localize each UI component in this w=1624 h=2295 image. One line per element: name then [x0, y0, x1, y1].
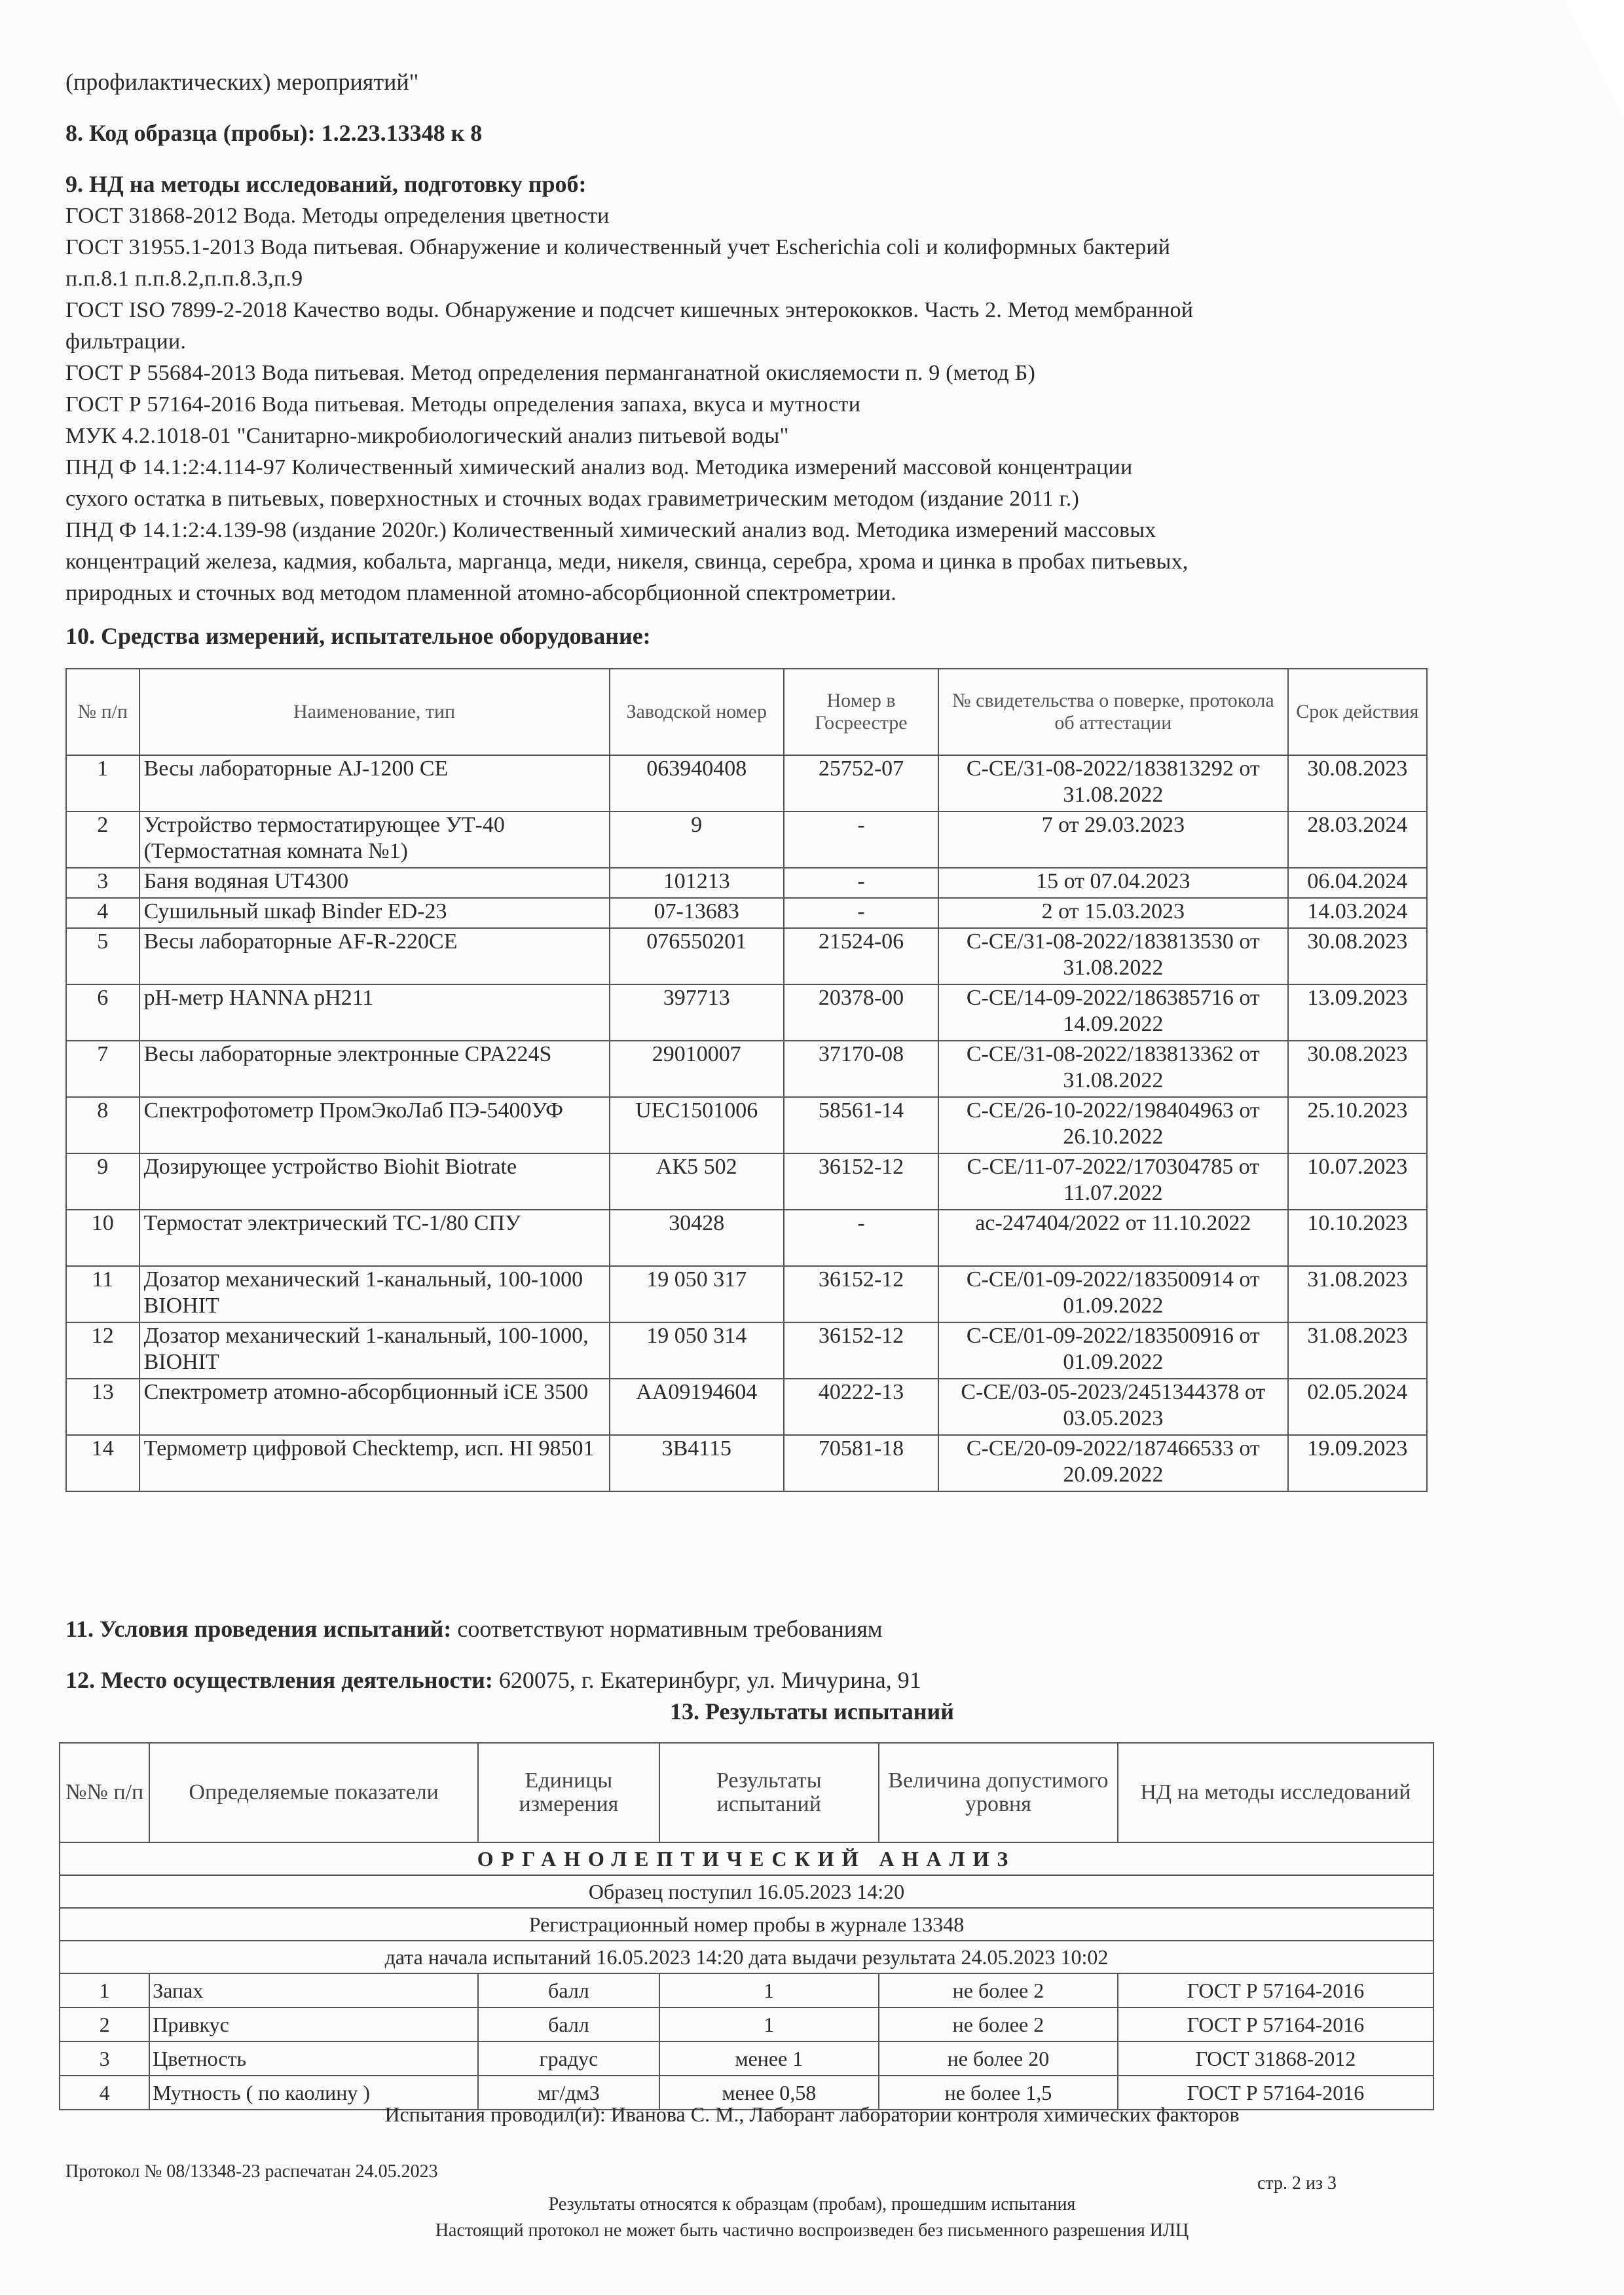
equipment-name: Дозатор механический 1-канальный, 100-1000 BIOHIT: [139, 1266, 610, 1322]
result-value: 1: [659, 2007, 879, 2042]
location-line: [65, 1664, 921, 1696]
row-number: 4: [66, 898, 139, 928]
conditions-value: соответствуют нормативным требованиям: [457, 1616, 883, 1642]
validity-date: 02.05.2024: [1288, 1379, 1427, 1435]
nd-line: ГОСТ Р 57164-2016 Вода питьевая. Методы определения запаха, вкуса и мутности: [65, 392, 861, 417]
equipment-name: Термометр цифровой Checktemp, исп. HI 98501: [139, 1435, 610, 1491]
header-line: (профилактических) мероприятий": [65, 69, 419, 95]
equipment-row: [66, 1379, 1427, 1435]
row-number: 1: [60, 1973, 149, 2007]
res-header-result: Результаты испытаний: [659, 1743, 879, 1842]
certificate: 7 от 29.03.2023: [938, 812, 1288, 868]
footer-note-1: Результаты относятся к образцам (пробам), прошедшим испытания: [548, 2194, 1076, 2214]
result-value: менее 1: [659, 2042, 879, 2076]
registry-number: 36152-12: [784, 1322, 938, 1379]
certificate: С-СЕ/31-08-2022/183813530 от 31.08.2022: [938, 928, 1288, 984]
equipment-row: [66, 1097, 1427, 1153]
res-header-number: №№ п/п: [60, 1743, 149, 1842]
results-header-row: [60, 1743, 1433, 1842]
equipment-row: [66, 984, 1427, 1041]
registry-number: -: [784, 868, 938, 898]
col-header-validity: Срок действия: [1288, 669, 1427, 755]
sample-code-label: 8. Код образца (пробы):: [65, 120, 316, 146]
registry-number: 58561-14: [784, 1097, 938, 1153]
performed-by: Испытания проводил(и): Иванова С. М., Лаборант лаборатории контроля химических факторов: [384, 2102, 1240, 2126]
row-number: 10: [66, 1210, 139, 1266]
nd-line: фильтрации.: [65, 329, 187, 354]
row-number: 5: [66, 928, 139, 984]
equipment-name: Весы лабораторные AJ-1200 CE: [139, 755, 610, 812]
equipment-row: [66, 868, 1427, 898]
row-number: 11: [66, 1266, 139, 1322]
results-row: [60, 2007, 1433, 2042]
certificate: С-СЕ/03-05-2023/2451344378 от 03.05.2023: [938, 1379, 1288, 1435]
method-nd: ГОСТ 31868-2012: [1118, 2042, 1433, 2076]
nd-line: ГОСТ 31955.1-2013 Вода питьевая. Обнаружение и количественный учет Escherichia coli и колиформных бактерий: [65, 235, 1171, 259]
row-number: 9: [66, 1153, 139, 1210]
serial-number: 9: [610, 812, 784, 868]
indicator-name: Мутность ( по каолину ): [149, 2076, 478, 2110]
sample-code-value: 1.2.23.13348 к 8: [321, 120, 483, 146]
serial-number: 3В4115: [610, 1435, 784, 1491]
equipment-name: Дозатор механический 1-канальный, 100-1000, BIOHIT: [139, 1322, 610, 1379]
registry-number: 21524-06: [784, 928, 938, 984]
equipment-header-row: [66, 669, 1427, 755]
nd-line: ПНД Ф 14.1:2:4.139-98 (издание 2020г.) Количественный химический анализ вод. Методика измерений массовых: [65, 518, 1156, 542]
row-number: 1: [66, 755, 139, 812]
validity-date: 19.09.2023: [1288, 1435, 1427, 1491]
allowed-level: не более 2: [879, 1973, 1118, 2007]
nd-line: природных и сточных вод методом пламенной атомно-абсорбционной спектрометрии.: [65, 581, 897, 605]
nd-line: ГОСТ 31868-2012 Вода. Методы определения цветности: [65, 204, 610, 228]
serial-number: 063940408: [610, 755, 784, 812]
serial-number: 30428: [610, 1210, 784, 1266]
row-number: 8: [66, 1097, 139, 1153]
method-nd: ГОСТ Р 57164-2016: [1118, 1973, 1433, 2007]
nd-line: ПНД Ф 14.1:2:4.114-97 Количественный химический анализ вод. Методика измерений массовой концентрации: [65, 455, 1133, 479]
equipment-name: pH-метр HANNA pH211: [139, 984, 610, 1041]
nd-methods-title: 9. НД на методы исследований, подготовку проб:: [65, 171, 587, 197]
validity-date: 06.04.2024: [1288, 868, 1427, 898]
sample-code: [65, 117, 1454, 149]
registry-number: 40222-13: [784, 1379, 938, 1435]
serial-number: 101213: [610, 868, 784, 898]
nd-line: ГОСТ Р 55684-2013 Вода питьевая. Метод определения перманганатной окисляемости п. 9 (метод Б): [65, 361, 1035, 385]
unit: балл: [478, 1973, 659, 2007]
unit: балл: [478, 2007, 659, 2042]
certificate: С-СЕ/11-07-2022/170304785 от 11.07.2022: [938, 1153, 1288, 1210]
nd-methods-list: [65, 200, 1454, 609]
col-header-registry: Номер в Госреестре: [784, 669, 938, 755]
nd-line: сухого остатка в питьевых, поверхностных и сточных водах гравиметрическим методом (издание 2011 г.): [65, 487, 1080, 511]
allowed-level: не более 1,5: [879, 2076, 1118, 2110]
validity-date: 13.09.2023: [1288, 984, 1427, 1041]
nd-line: концентраций железа, кадмия, кобальта, марганца, меди, никеля, свинца, серебра, хрома и цинка в пробах питьевых,: [65, 550, 1189, 574]
results-row: [60, 2042, 1433, 2076]
nd-line: МУК 4.2.1018-01 "Санитарно-микробиологический анализ питьевой воды": [65, 424, 789, 448]
nd-line: п.п.8.1 п.п.8.2,п.п.8.3,п.9: [65, 267, 303, 291]
serial-number: АА09194604: [610, 1379, 784, 1435]
footer-note-2: Настоящий протокол не может быть частично воспроизведен без письменного разрешения ИЛЦ: [435, 2220, 1189, 2241]
serial-number: 29010007: [610, 1041, 784, 1097]
col-header-certificate: № свидетельства о поверке, протокола об аттестации: [938, 669, 1288, 755]
document-body: [65, 65, 1454, 652]
res-header-method: НД на методы исследований: [1118, 1743, 1433, 1842]
certificate: С-СЕ/01-09-2022/183500914 от 01.09.2022: [938, 1266, 1288, 1322]
registration-number: Регистрационный номер пробы в журнале 13348: [60, 1908, 1433, 1941]
unit: мг/дм3: [478, 2076, 659, 2110]
results-row: [60, 1973, 1433, 2007]
equipment-name: Весы лабораторные AF-R-220CE: [139, 928, 610, 984]
serial-number: 076550201: [610, 928, 784, 984]
equipment-name: Спектрометр атомно-абсорбционный iCE 3500: [139, 1379, 610, 1435]
col-header-name: Наименование, тип: [139, 669, 610, 755]
section-title: ОРГАНОЛЕПТИЧЕСКИЙ АНАЛИЗ: [60, 1842, 1433, 1875]
registry-number: 36152-12: [784, 1266, 938, 1322]
validity-date: 30.08.2023: [1288, 928, 1427, 984]
equipment-row: [66, 1210, 1427, 1266]
sample-received: Образец поступил 16.05.2023 14:20: [60, 1875, 1433, 1908]
indicator-name: Цветность: [149, 2042, 478, 2076]
registry-number: 20378-00: [784, 984, 938, 1041]
registry-number: 70581-18: [784, 1435, 938, 1491]
row-number: 3: [60, 2042, 149, 2076]
certificate: С-СЕ/01-09-2022/183500916 от 01.09.2022: [938, 1322, 1288, 1379]
certificate: ас-247404/2022 от 11.10.2022: [938, 1210, 1288, 1266]
row-number: 4: [60, 2076, 149, 2110]
equipment-name: Весы лабораторные электронные CPA224S: [139, 1041, 610, 1097]
registry-number: 36152-12: [784, 1153, 938, 1210]
equipment-name: Сушильный шкаф Binder ED-23: [139, 898, 610, 928]
certificate: С-СЕ/31-08-2022/183813292 от 31.08.2022: [938, 755, 1288, 812]
certificate: С-СЕ/14-09-2022/186385716 от 14.09.2022: [938, 984, 1288, 1041]
row-number: 12: [66, 1322, 139, 1379]
results-table: [59, 1742, 1434, 2110]
serial-number: 19 050 317: [610, 1266, 784, 1322]
equipment-row: [66, 1153, 1427, 1210]
indicator-name: Запах: [149, 1973, 478, 2007]
unit: градус: [478, 2042, 659, 2076]
page-number: стр. 2 из 3: [1257, 2173, 1337, 2193]
equipment-row: [66, 1041, 1427, 1097]
validity-date: 14.03.2024: [1288, 898, 1427, 928]
serial-number: АК5 502: [610, 1153, 784, 1210]
results-title: 13. Результаты испытаний: [669, 1698, 955, 1725]
equipment-name: Баня водяная UT4300: [139, 868, 610, 898]
validity-date: 25.10.2023: [1288, 1097, 1427, 1153]
equipment-row: [66, 928, 1427, 984]
validity-date: 10.07.2023: [1288, 1153, 1427, 1210]
equipment-title: 10. Средства измерений, испытательное оборудование:: [65, 623, 651, 649]
conditions-line: [65, 1613, 883, 1645]
registry-number: 37170-08: [784, 1041, 938, 1097]
col-header-serial: Заводской номер: [610, 669, 784, 755]
res-header-limit: Величина допустимого уровня: [879, 1743, 1118, 1842]
conditions-label: 11. Условия проведения испытаний:: [65, 1616, 452, 1642]
equipment-table-body: [66, 755, 1427, 1491]
method-nd: ГОСТ Р 57164-2016: [1118, 2076, 1433, 2110]
row-number: 7: [66, 1041, 139, 1097]
method-nd: ГОСТ Р 57164-2016: [1118, 2007, 1433, 2042]
indicator-name: Привкус: [149, 2007, 478, 2042]
allowed-level: не более 2: [879, 2007, 1118, 2042]
serial-number: 19 050 314: [610, 1322, 784, 1379]
row-number: 6: [66, 984, 139, 1041]
protocol-number: Протокол № 08/13348-23 распечатан 24.05.2023: [65, 2161, 438, 2182]
validity-date: 31.08.2023: [1288, 1322, 1427, 1379]
registry-number: -: [784, 898, 938, 928]
row-number: 2: [60, 2007, 149, 2042]
equipment-row: [66, 755, 1427, 812]
res-header-indicator: Определяемые показатели: [149, 1743, 478, 1842]
equipment-row: [66, 1435, 1427, 1491]
location-label: 12. Место осуществления деятельности:: [65, 1667, 493, 1693]
result-value: 1: [659, 1973, 879, 2007]
location-value: 620075, г. Екатеринбург, ул. Мичурина, 91: [498, 1667, 921, 1693]
nd-line: ГОСТ ISO 7899-2-2018 Качество воды. Обнаружение и подсчет кишечных энтерококков. Часть 2. Метод мембранной: [65, 298, 1194, 322]
certificate: С-СЕ/26-10-2022/198404963 от 26.10.2022: [938, 1097, 1288, 1153]
col-header-number: № п/п: [66, 669, 139, 755]
equipment-row: [66, 1266, 1427, 1322]
equipment-table: [65, 668, 1428, 1492]
validity-date: 10.10.2023: [1288, 1210, 1427, 1266]
validity-date: 30.08.2023: [1288, 1041, 1427, 1097]
certificate: 15 от 07.04.2023: [938, 868, 1288, 898]
registry-number: -: [784, 1210, 938, 1266]
equipment-row: [66, 1322, 1427, 1379]
serial-number: 07-13683: [610, 898, 784, 928]
row-number: 13: [66, 1379, 139, 1435]
equipment-row: [66, 812, 1427, 868]
validity-date: 30.08.2023: [1288, 755, 1427, 812]
registry-number: -: [784, 812, 938, 868]
certificate: С-СЕ/20-09-2022/187466533 от 20.09.2022: [938, 1435, 1288, 1491]
result-value: менее 0,58: [659, 2076, 879, 2110]
certificate: 2 от 15.03.2023: [938, 898, 1288, 928]
serial-number: UEC1501006: [610, 1097, 784, 1153]
certificate: С-СЕ/31-08-2022/183813362 от 31.08.2022: [938, 1041, 1288, 1097]
test-dates: дата начала испытаний 16.05.2023 14:20 дата выдачи результата 24.05.2023 10:02: [60, 1941, 1433, 1973]
row-number: 2: [66, 812, 139, 868]
equipment-name: Спектрофотометр ПромЭкоЛаб ПЭ-5400УФ: [139, 1097, 610, 1153]
row-number: 3: [66, 868, 139, 898]
validity-date: 28.03.2024: [1288, 812, 1427, 868]
registry-number: 25752-07: [784, 755, 938, 812]
res-header-units: Единицы измерения: [478, 1743, 659, 1842]
row-number: 14: [66, 1435, 139, 1491]
allowed-level: не более 20: [879, 2042, 1118, 2076]
results-table-body: [60, 1973, 1433, 2110]
equipment-name: Устройство термостатирующее УТ-40 (Термостатная комната №1): [139, 812, 610, 868]
validity-date: 31.08.2023: [1288, 1266, 1427, 1322]
equipment-name: Дозирующее устройство Biohit Biotrate: [139, 1153, 610, 1210]
page-corner: [1565, 0, 1624, 118]
serial-number: 397713: [610, 984, 784, 1041]
equipment-row: [66, 898, 1427, 928]
equipment-name: Термостат электрический ТС-1/80 СПУ: [139, 1210, 610, 1266]
